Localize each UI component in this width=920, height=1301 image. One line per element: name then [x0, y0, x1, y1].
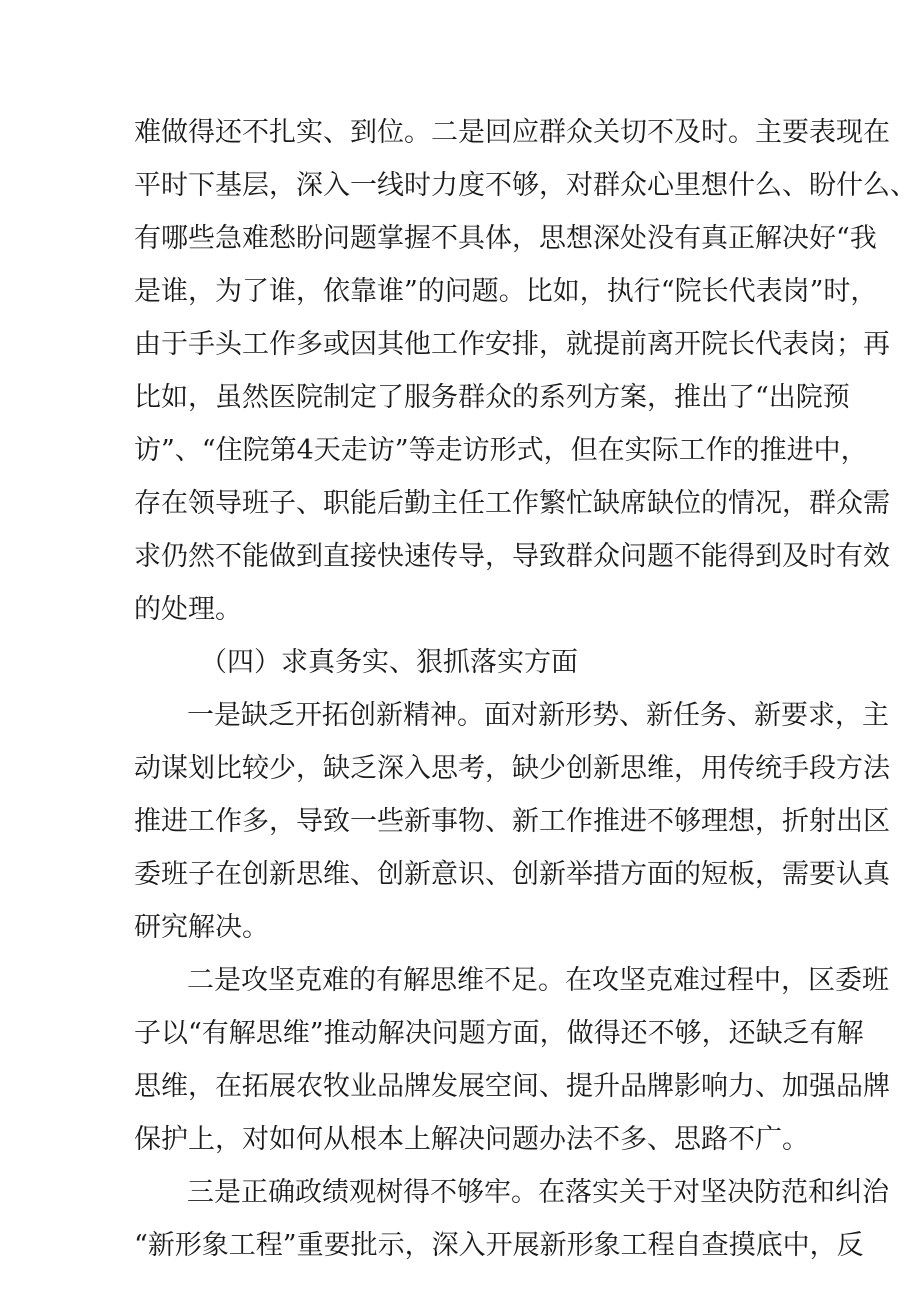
- paragraph-end-line: 的处理。: [134, 594, 242, 625]
- body-line: 由于手头工作多或因其他工作安排，就提前离开院长代表岗；再: [134, 329, 890, 360]
- body-line: 子以“有解思维”推动解决问题方面，做得还不够，还缺乏有解: [134, 1018, 864, 1049]
- body-line: 比如，虽然医院制定了服务群众的系列方案，推出了“出院预: [134, 382, 850, 413]
- paragraph-first-line: 三是正确政绩观树得不够牢。在落实关于对坚决防范和纠治: [187, 1177, 889, 1208]
- body-line: 访”、“住院第4天走访”等走访形式，但在实际工作的推进中，: [134, 435, 868, 466]
- body-line: 是谁，为了谁，依靠谁”的问题。比如，执行“院长代表岗”时，: [134, 276, 878, 307]
- body-line: 推进工作多，导致一些新事物、新工作推进不够理想，折射出区: [134, 806, 890, 837]
- section-heading: （四）求真务实、狠抓落实方面: [200, 647, 578, 678]
- body-line: 有哪些急难愁盼问题掌握不具体，思想深处没有真正解决好“我: [134, 223, 877, 254]
- body-line: 动谋划比较少，缺乏深入思考，缺少创新思维，用传统手段方法: [134, 753, 890, 784]
- paragraph-end-line: 研究解决。: [134, 912, 269, 943]
- body-line: “新形象工程”重要批示，深入开展新形象工程自查摸底中，反: [134, 1230, 864, 1261]
- body-line: 存在领导班子、职能后勤主任工作繁忙缺席缺位的情况，群众需: [134, 488, 890, 519]
- paragraph-first-line: 二是攻坚克难的有解思维不足。在攻坚克难过程中，区委班: [187, 965, 889, 996]
- paragraph-end-line: 保护上，对如何从根本上解决问题办法不多、思路不广。: [134, 1124, 809, 1155]
- body-line: 思维，在拓展农牧业品牌发展空间、提升品牌影响力、加强品牌: [134, 1071, 890, 1102]
- body-line: 平时下基层，深入一线时力度不够，对群众心里想什么、盼什么、: [134, 170, 917, 201]
- body-line: 委班子在创新思维、创新意识、创新举措方面的短板，需要认真: [134, 859, 890, 890]
- body-line: 求仍然不能做到直接快速传导，导致群众问题不能得到及时有效: [134, 541, 890, 572]
- paragraph-first-line: 一是缺乏开拓创新精神。面对新形势、新任务、新要求，主: [187, 700, 889, 731]
- body-line: 难做得还不扎实、到位。二是回应群众关切不及时。主要表现在: [134, 117, 890, 148]
